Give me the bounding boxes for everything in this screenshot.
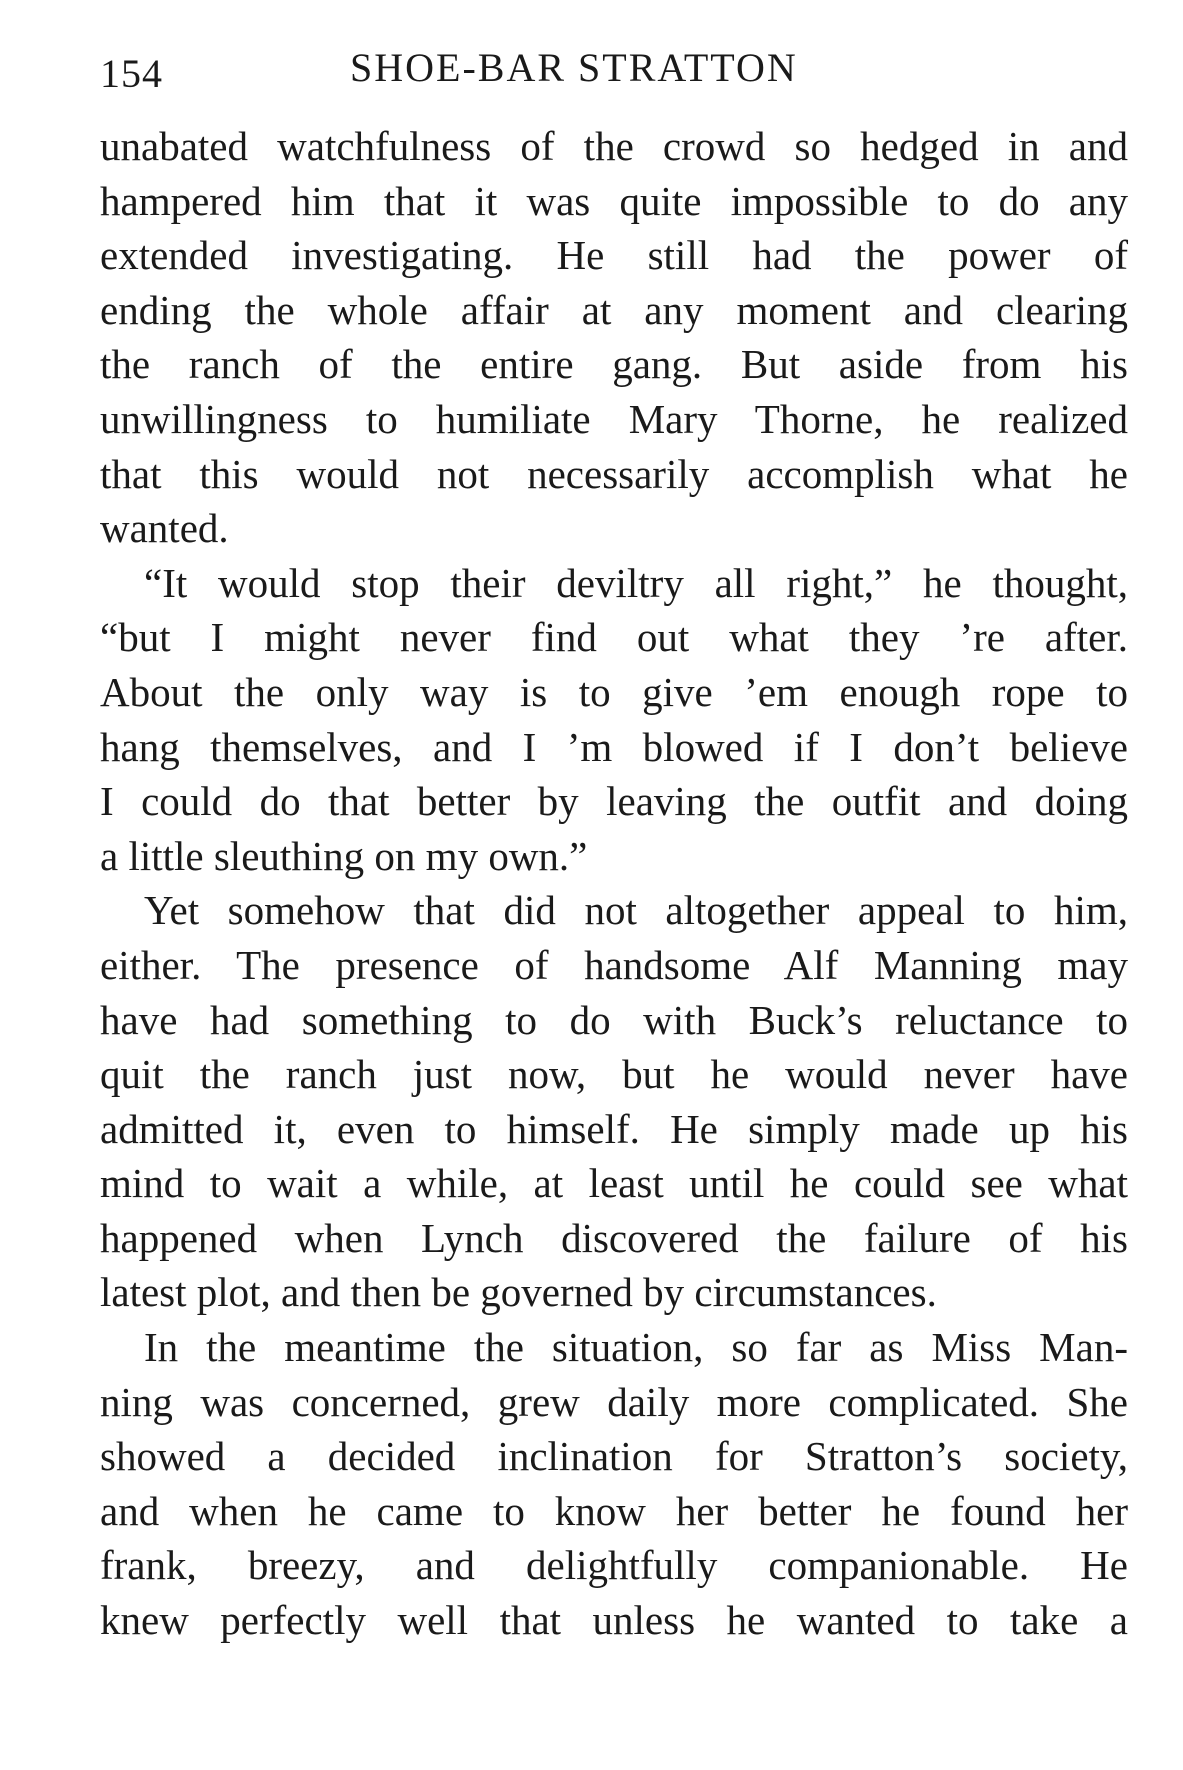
text-line: hampered him that it was quite impossible to do any xyxy=(100,177,1128,224)
body-text xyxy=(100,119,1128,1648)
text-line: admitted it, even to himself. He simply made up his xyxy=(100,1105,1128,1152)
text-line: “but I might never find out what they ’re after. xyxy=(100,614,1128,661)
text-line: ning was concerned, grew daily more complicated. She xyxy=(100,1378,1128,1425)
text-line: either. The presence of handsome Alf Manning may xyxy=(100,941,1128,988)
text-line: have had something to do with Buck’s reluctance to xyxy=(100,996,1128,1043)
text-line: About the only way is to give ’em enough rope to xyxy=(100,668,1128,715)
text-line: quit the ranch just now, but he would never have xyxy=(100,1051,1128,1098)
text-line: the ranch of the entire gang. But aside from his xyxy=(100,341,1128,388)
text-line: extended investigating. He still had the power of xyxy=(100,232,1128,279)
text-line: In the meantime the situation, so far as Miss Man- xyxy=(144,1324,1128,1371)
text-line: showed a decided inclination for Stratton’s society, xyxy=(100,1433,1128,1480)
text-line: and when he came to know her better he found her xyxy=(100,1487,1128,1534)
text-line: hang themselves, and I ’m blowed if I don’t believe xyxy=(100,723,1128,770)
running-title: SHOE-BAR STRATTON xyxy=(350,45,798,90)
page-number: 154 xyxy=(100,51,163,96)
text-line: knew perfectly well that unless he wanted to take a xyxy=(100,1597,1128,1644)
text-line: a little sleuthing on my own.” xyxy=(100,832,588,879)
text-line: happened when Lynch discovered the failure of his xyxy=(100,1214,1128,1261)
text-line: that this would not necessarily accomplish what he xyxy=(100,450,1128,497)
running-head xyxy=(100,40,1130,100)
text-line: “It would stop their deviltry all right,” he thought, xyxy=(144,559,1128,606)
text-line: wanted. xyxy=(100,505,229,552)
text-line: ending the whole affair at any moment and clearing xyxy=(100,286,1128,333)
text-line: latest plot, and then be governed by circumstances. xyxy=(100,1269,937,1316)
text-line: unwillingness to humiliate Mary Thorne, he realized xyxy=(100,395,1128,442)
text-line: unabated watchfulness of the crowd so hedged in and xyxy=(100,123,1128,169)
text-line: I could do that better by leaving the outfit and doing xyxy=(100,778,1128,825)
text-line: mind to wait a while, at least until he could see what xyxy=(100,1160,1128,1207)
text-line: Yet somehow that did not altogether appeal to him, xyxy=(144,887,1128,934)
text-line: frank, breezy, and delightfully companionable. He xyxy=(100,1542,1128,1589)
